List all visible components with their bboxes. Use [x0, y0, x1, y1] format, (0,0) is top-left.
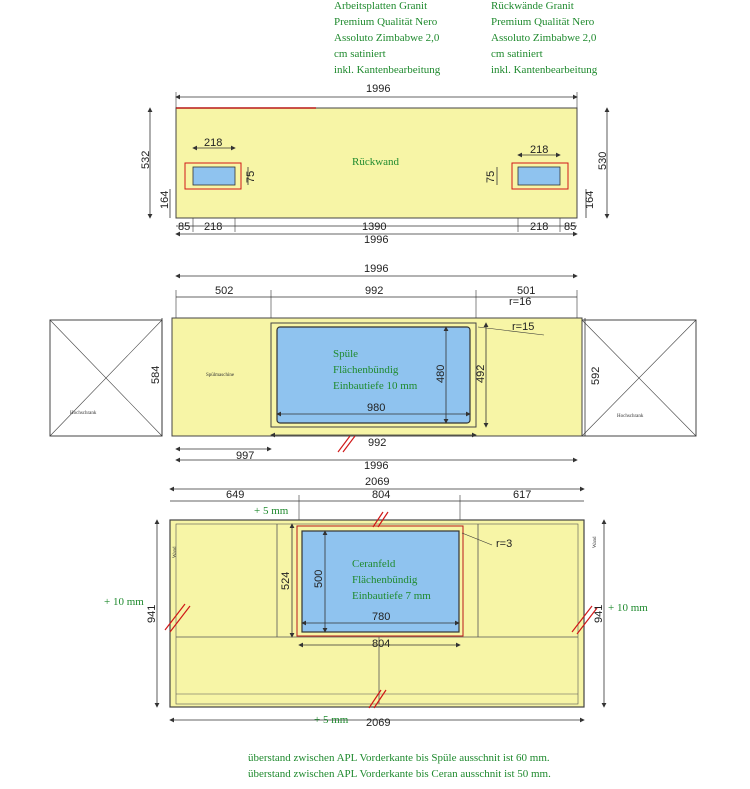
sink-inner-width: 980	[367, 402, 386, 414]
cooktop-width-top: 2069	[365, 476, 390, 488]
cut-bottom-left: 164	[159, 190, 171, 209]
overhang-top: + 5 mm	[254, 505, 289, 517]
cut-mark	[338, 436, 350, 452]
backwall-height-left: 532	[140, 150, 152, 169]
cooktop-seg-right: 617	[513, 489, 532, 501]
note-line: Assoluto Zimbabwe 2,0	[334, 32, 440, 44]
cabinet-right-label: Hochschrank	[617, 414, 644, 419]
cooktop-label-line: Einbautiefe 7 mm	[352, 590, 431, 602]
cut-mark	[343, 436, 355, 452]
wall-label-left: Wand	[173, 546, 178, 558]
dishwasher-label: Spülmaschine	[206, 373, 235, 378]
center-gap: 1390	[362, 221, 387, 233]
sink-label-line: Spüle	[333, 348, 359, 360]
sink-width-top: 1996	[364, 263, 389, 275]
backwall-cutout-right	[518, 167, 560, 185]
cabinet-left-label: Hochschrank	[70, 411, 97, 416]
cooktop-label-line: Flächenbündig	[352, 574, 418, 586]
cooktop-seg-mid: 804	[372, 489, 391, 501]
cooktop-label-line: Ceranfeld	[352, 558, 396, 570]
cooktop-depth-left: 941	[146, 604, 158, 623]
backwall-label: Rückwand	[352, 156, 400, 168]
backwall-cutout-left	[193, 167, 235, 185]
sink-depth-right: 592	[590, 366, 602, 385]
overhang-left: + 10 mm	[104, 596, 144, 608]
cooktop-worktop-drawing	[104, 476, 648, 729]
cooktop-radius: r=3	[496, 538, 513, 550]
note-line: Premium Qualität Nero	[334, 16, 438, 28]
note-line: Assoluto Zimbabwe 2,0	[491, 32, 597, 44]
sink-seg-mid: 992	[365, 285, 384, 297]
cooktop-depth-right: 941	[593, 604, 605, 623]
sink-seg-right: 501	[517, 285, 536, 297]
footer-note: überstand zwischen APL Vorderkante bis Spüle ausschnit ist 60 mm.	[248, 752, 550, 764]
sink-worktop-drawing	[50, 263, 696, 472]
footer-note: überstand zwischen APL Vorderkante bis Ceran ausschnit ist 50 mm.	[248, 768, 551, 780]
cut-height-right: 75	[485, 170, 497, 183]
cooktop-outer-width: 804	[372, 638, 391, 650]
sink-outer-height: 492	[475, 364, 487, 383]
cut-width-left: 218	[204, 137, 223, 149]
note-line: Premium Qualität Nero	[491, 16, 595, 28]
sink-radius-inner: r=15	[512, 321, 535, 333]
note-line: Rückwände Granit	[491, 0, 574, 12]
cooktop-inner-height: 500	[313, 569, 325, 588]
bottom-width-left: 218	[204, 221, 223, 233]
overhang-right: + 10 mm	[608, 602, 648, 614]
overhang-bottom: + 5 mm	[314, 714, 349, 726]
bottom-width-right: 218	[530, 221, 549, 233]
note-line: cm satiniert	[491, 48, 543, 60]
cut-width-right: 218	[530, 144, 549, 156]
cooktop-width-bottom: 2069	[366, 717, 391, 729]
cooktop-seg-left: 649	[226, 489, 245, 501]
cooktop-recess-height: 524	[280, 571, 292, 590]
cooktop-inner-width: 780	[372, 611, 391, 623]
sink-outer-width: 992	[368, 437, 387, 449]
edge-left: 85	[178, 221, 191, 233]
note-line: Arbeitsplatten Granit	[334, 0, 428, 12]
sink-seg-left: 502	[215, 285, 234, 297]
note-line: inkl. Kantenbearbeitung	[491, 64, 598, 76]
sink-offset-left: 997	[236, 450, 255, 462]
footer-notes	[248, 750, 551, 782]
sink-width-bottom: 1996	[364, 460, 389, 472]
backwall-height-right: 530	[597, 151, 609, 170]
backwall-width: 1996	[366, 83, 391, 95]
sink-depth-left: 584	[150, 365, 162, 384]
backwall-width-bottom: 1996	[364, 234, 389, 246]
wall-label-right: Wand	[593, 536, 598, 548]
sink-label-line: Einbautiefe 10 mm	[333, 380, 418, 392]
edge-right: 85	[564, 221, 577, 233]
cut-height-left: 75	[245, 170, 257, 183]
cut-bottom-right: 164	[584, 190, 596, 209]
sink-label-line: Flächenbündig	[333, 364, 399, 376]
sink-inner-height: 480	[435, 364, 447, 383]
note-line: cm satiniert	[334, 48, 386, 60]
note-line: inkl. Kantenbearbeitung	[334, 64, 441, 76]
sink-radius-outer: r=16	[509, 296, 532, 308]
backwall-drawing	[140, 83, 609, 246]
